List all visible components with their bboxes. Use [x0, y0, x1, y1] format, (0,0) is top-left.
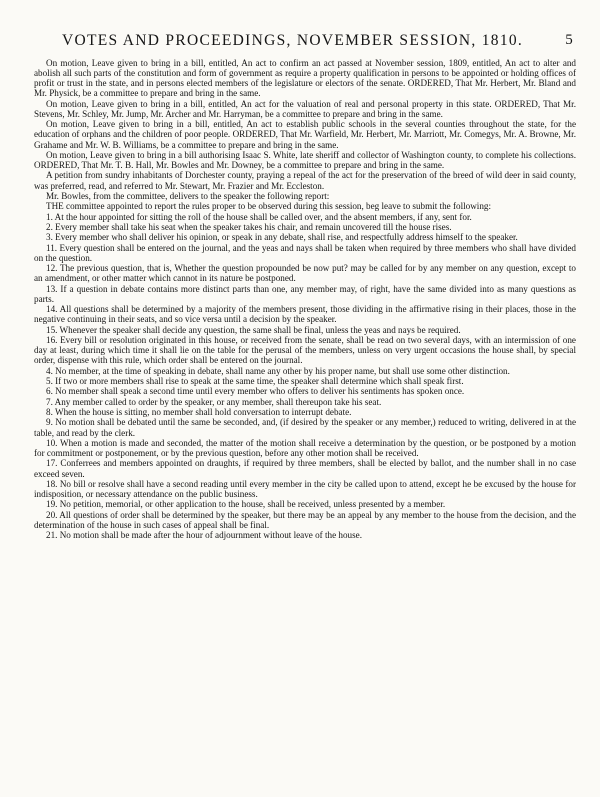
page-title: VOTES AND PROCEEDINGS, NOVEMBER SESSION, 1810.	[62, 32, 524, 49]
rule-item: 9. No motion shall be debated until the same be seconded, and, (if desired by the speaker or any member,) reduced to writing, delivered in at the table, and read by the clerk.	[34, 417, 576, 438]
rule-item: 20. All questions of order shall be determined by the speaker, but there may be an appeal by any member to the house from the decision, and the determination of the house in such cases of appeal shall be final.	[34, 509, 576, 530]
rule-item: 21. No motion shall be made after the hour of adjournment without leave of the house.	[46, 530, 362, 541]
rule-item: 15. Whenever the speaker shall decide any question, the same shall be final, unless the yeas and nays be required.	[46, 324, 461, 335]
rule-item: 8. When the house is sitting, no member shall hold conversation to interrupt debate.	[46, 407, 352, 418]
rule-item: 7. Any member called to order by the speaker, or any member, shall thereupon take his seat.	[46, 396, 382, 407]
paragraph: A petition from sundry inhabitants of Dorchester county, praying a repeal of the act for the preservation of the breed of wild deer in said county, was preferred, read, and referred to Mr. Stewart, Mr. Frazier and Mr. Eccleston.	[34, 170, 576, 191]
rule-item: 10. When a motion is made and seconded, the matter of the motion shall receive a determination by the question, or be postponed by a motion for commitment or postponement, or by the previous question, before any other motion shall be received.	[34, 437, 576, 459]
rule-item: 17. Conferrees and members appointed on draughts, if required by three members, shall be elected by ballot, and the number shall in no case exceed seven.	[34, 458, 576, 479]
rule-item: 3. Every member who shall deliver his opinion, or speak in any debate, shall rise, and respectfully address himself to the speaker.	[46, 232, 518, 243]
paragraph: On motion, Leave given to bring in a bill authorising Isaac S. White, late sheriff and collector of Washington county, to complete his collections. ORDERED, That Mr. T. B. Hall, Mr. Bowles and Mr. Downey, be a committee to prepare and bring in the same.	[34, 149, 576, 171]
rule-item: 11. Every question shall be entered on the journal, and the yeas and nays shall be taken when required by three members who shall have divided on the question.	[34, 242, 576, 263]
paragraph: THE committee appointed to report the rules proper to be observed during this session, beg leave to submit the following:	[46, 201, 491, 212]
paragraph: On motion, Leave given to bring in a bill, entitled, An act to establish public schools in the several counties throughout the state, for the education of orphans and the children of poor people. ORDERED, That Mr. Warfield, Mr. Herbert, Mr. Marriott, Mr. Comegys, Mr. A. Browne, Mr. Grahame and Mr. W. B. Williams, be a committee to prepare and bring in the same.	[34, 119, 576, 150]
rule-item: 13. If a question in debate contains more distinct parts than one, any member may, of right, have the same divided into as many questions as parts.	[34, 283, 576, 304]
paragraph: On motion, Leave given to bring in a bill, entitled, An act to confirm an act passed at November session, 1809, entitled, An act to alter and abolish all such parts of the constitution and form of government as require a property qualification in persons to be appointed or holding offices of profit or trust in the state, and in persons elected members of the legislature or electors of the senate. ORDERED, That Mr. Herbert, Mr. Bland and Mr. Physick, be a committee to prepare and bring in the same.	[34, 58, 576, 99]
document-body	[34, 58, 576, 541]
rule-item: 6. No member shall speak a second time until every member who offers to deliver his sentiments has spoken once.	[46, 386, 465, 397]
rule-item: 1. At the hour appointed for sitting the roll of the house shall be called over, and the absent members, if any, sent for.	[46, 211, 472, 222]
rule-item: 12. The previous question, that is, Whether the question propounded be now put? may be called for by any member on any question, except to an amendment, or other matter which cannot in its nature be postponed.	[34, 263, 576, 284]
rule-item: 5. If two or more members shall rise to speak at the same time, the speaker shall determine which shall speak first.	[46, 376, 464, 387]
rule-item: 2. Every member shall take his seat when the speaker takes his chair, and remain uncovered till the house rises.	[46, 222, 452, 232]
page-header	[62, 32, 574, 50]
rule-item: 4. No member, at the time of speaking in debate, shall name any other by his proper name, but shall use some other distinction.	[46, 365, 510, 376]
paragraph: Mr. Bowles, from the committee, delivers to the speaker the following report:	[46, 190, 330, 201]
paragraph: On motion, Leave given to bring in a bill, entitled, An act for the valuation of real and personal property in this state. ORDERED, That Mr. Stevens, Mr. Schley, Mr. Jump, Mr. Archer and Mr. Harryman, be a committee to prepare and bring in the same.	[34, 98, 576, 119]
rule-item: 16. Every bill or resolution originated in this house, or received from the senate, shall be read on two several days, with an intermission of one day at least, during which time it shall lie on the table for the perusal of the members, unless on very urgent occasions the house shall, by special order, dispense with this rule, which order shall be entered on the journal.	[34, 335, 576, 366]
rule-item: 14. All questions shall be determined by a majority of the members present, those dividing in the affirmative rising in their places, those in the negative continuing in their seats, and so vice versa until a decision by the speaker.	[34, 304, 576, 325]
rule-item: 18. No bill or resolve shall have a second reading until every member in the city be called upon to attend, except he be excused by the house for indisposition, or necessary attendance on the public business.	[34, 478, 576, 500]
page-number: 5	[565, 32, 574, 48]
rule-item: 19. No petition, memorial, or other application to the house, shall be received, unless presented by a member.	[46, 499, 446, 510]
